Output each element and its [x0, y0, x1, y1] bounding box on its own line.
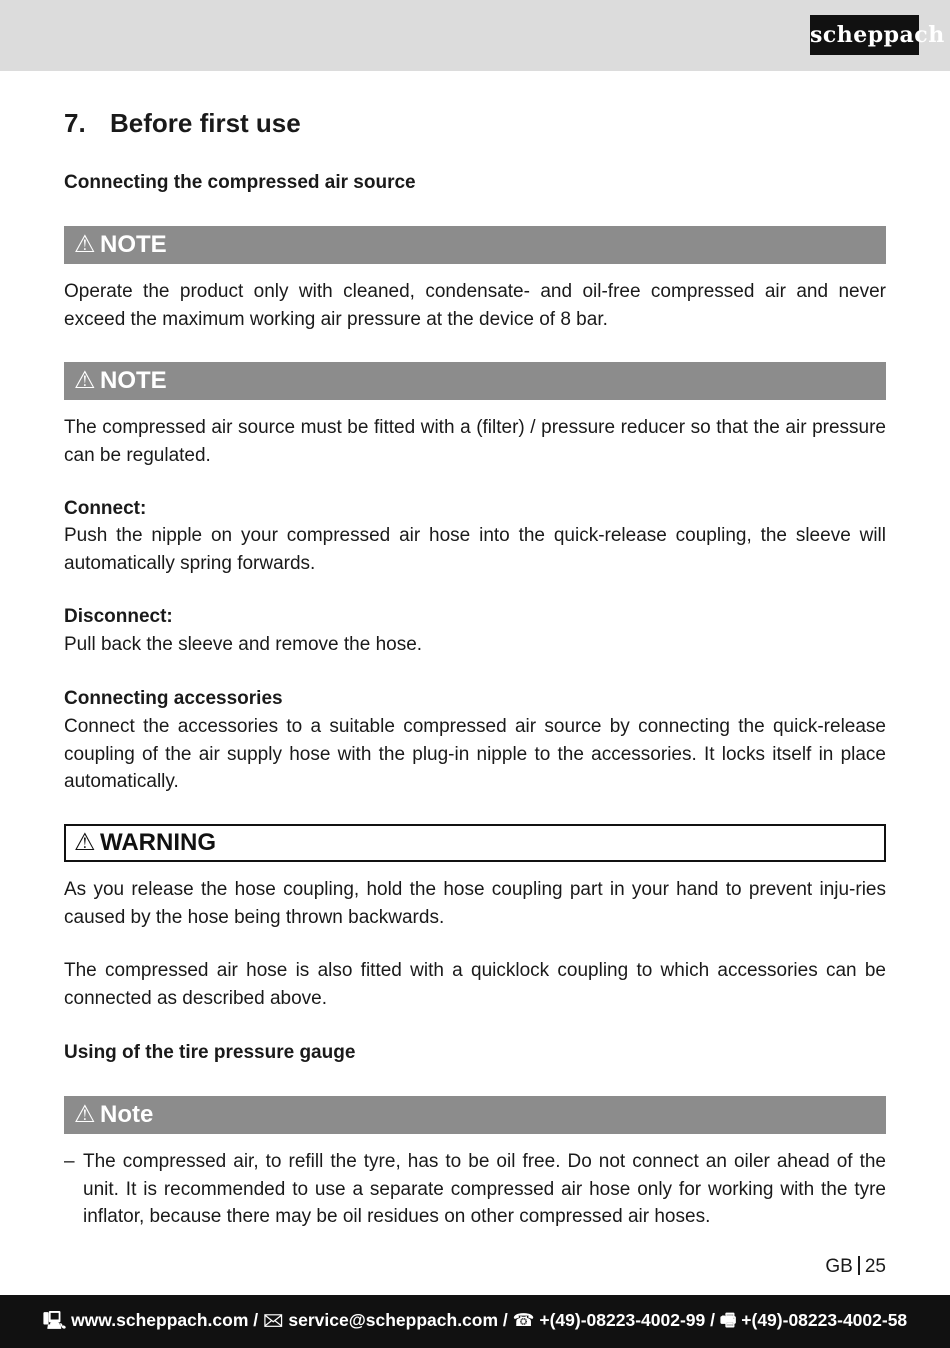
- page-number: [825, 1256, 886, 1278]
- footer-separator: /: [502, 1310, 508, 1330]
- envelope-icon: 🖂: [263, 1310, 284, 1330]
- warning-triangle-icon: ⚠: [74, 367, 96, 394]
- subheading-connect: Connect:: [64, 498, 147, 519]
- footer-separator: /: [253, 1310, 259, 1330]
- note-text-1: Operate the product only with cleaned, condensate- and oil-free compressed air and never exceed the maximum working air pressure at the device of 8 bar.: [64, 281, 886, 330]
- subheading-compressed-air: Connecting the compressed air source: [64, 172, 416, 193]
- footer-separator: /: [710, 1310, 715, 1330]
- footer-contact-bar: [0, 1295, 950, 1348]
- email-link[interactable]: service@scheppach.com: [288, 1310, 499, 1330]
- subheading-disconnect: Disconnect:: [64, 606, 173, 627]
- note-label: NOTE: [100, 367, 167, 394]
- subheading-tire-gauge: Using of the tire pressure gauge: [64, 1042, 356, 1063]
- warning-label: WARNING: [100, 829, 216, 856]
- note-bar-2: [64, 362, 886, 400]
- note-label: NOTE: [100, 231, 167, 258]
- page-separator: [858, 1256, 860, 1275]
- section-title: Before first use: [110, 108, 301, 138]
- fax-number: +(49)-08223-4002-58: [741, 1310, 908, 1330]
- subheading-accessories: Connecting accessories: [64, 688, 283, 709]
- bullet-dash: –: [64, 1151, 75, 1172]
- list-item: [64, 1148, 886, 1231]
- warning-triangle-icon: ⚠: [74, 1101, 96, 1128]
- fax-icon: 🖷: [719, 1310, 737, 1330]
- telephone-icon: ☎: [512, 1310, 535, 1330]
- page-num: 25: [864, 1256, 886, 1277]
- paragraph-quicklock: The compressed air hose is also fitted with a quicklock coupling to which accessories can be connected as described above.: [64, 960, 886, 1009]
- page-lang: GB: [825, 1256, 853, 1277]
- paragraph-connect: Push the nipple on your compressed air hose into the quick-release coupling, the sleeve will automatically spring forwards.: [64, 525, 886, 574]
- website-link[interactable]: www.scheppach.com: [71, 1310, 249, 1330]
- warning-text: As you release the hose coupling, hold the hose coupling part in your hand to prevent inju-ries caused by the hose being thrown backwards.: [64, 879, 886, 928]
- section-heading: [64, 108, 886, 139]
- note-bar-1: [64, 226, 886, 264]
- bullet-text: The compressed air, to refill the tyre, has to be oil free. Do not connect an oiler ahead of the unit. It is recommended to use a separate compressed air hose only for working with the tyre inflator, because there may be oil residues on other compressed air hoses.: [83, 1151, 886, 1227]
- scheppach-logo: scheppach: [810, 15, 919, 55]
- phone-number: +(49)-08223-4002-99: [539, 1310, 706, 1330]
- section-number: 7.: [64, 108, 86, 138]
- note-label: Note: [100, 1101, 154, 1128]
- computer-icon: 🖳: [42, 1310, 67, 1330]
- paragraph-disconnect: Pull back the sleeve and remove the hose.: [64, 634, 423, 655]
- warning-triangle-icon: ⚠: [74, 829, 96, 856]
- warning-bar: [64, 824, 886, 862]
- paragraph-accessories: Connect the accessories to a suitable compressed air source by connecting the quick-release coupling of the air supply hose with the plug-in nipple to the accessories. It locks itself in place automatically.: [64, 716, 886, 792]
- note-bar-3: [64, 1096, 886, 1134]
- header-band: [0, 0, 950, 71]
- warning-triangle-icon: ⚠: [74, 231, 96, 258]
- note-text-2: The compressed air source must be fitted with a (filter) / pressure reducer so that the air pressure can be regulated.: [64, 417, 886, 466]
